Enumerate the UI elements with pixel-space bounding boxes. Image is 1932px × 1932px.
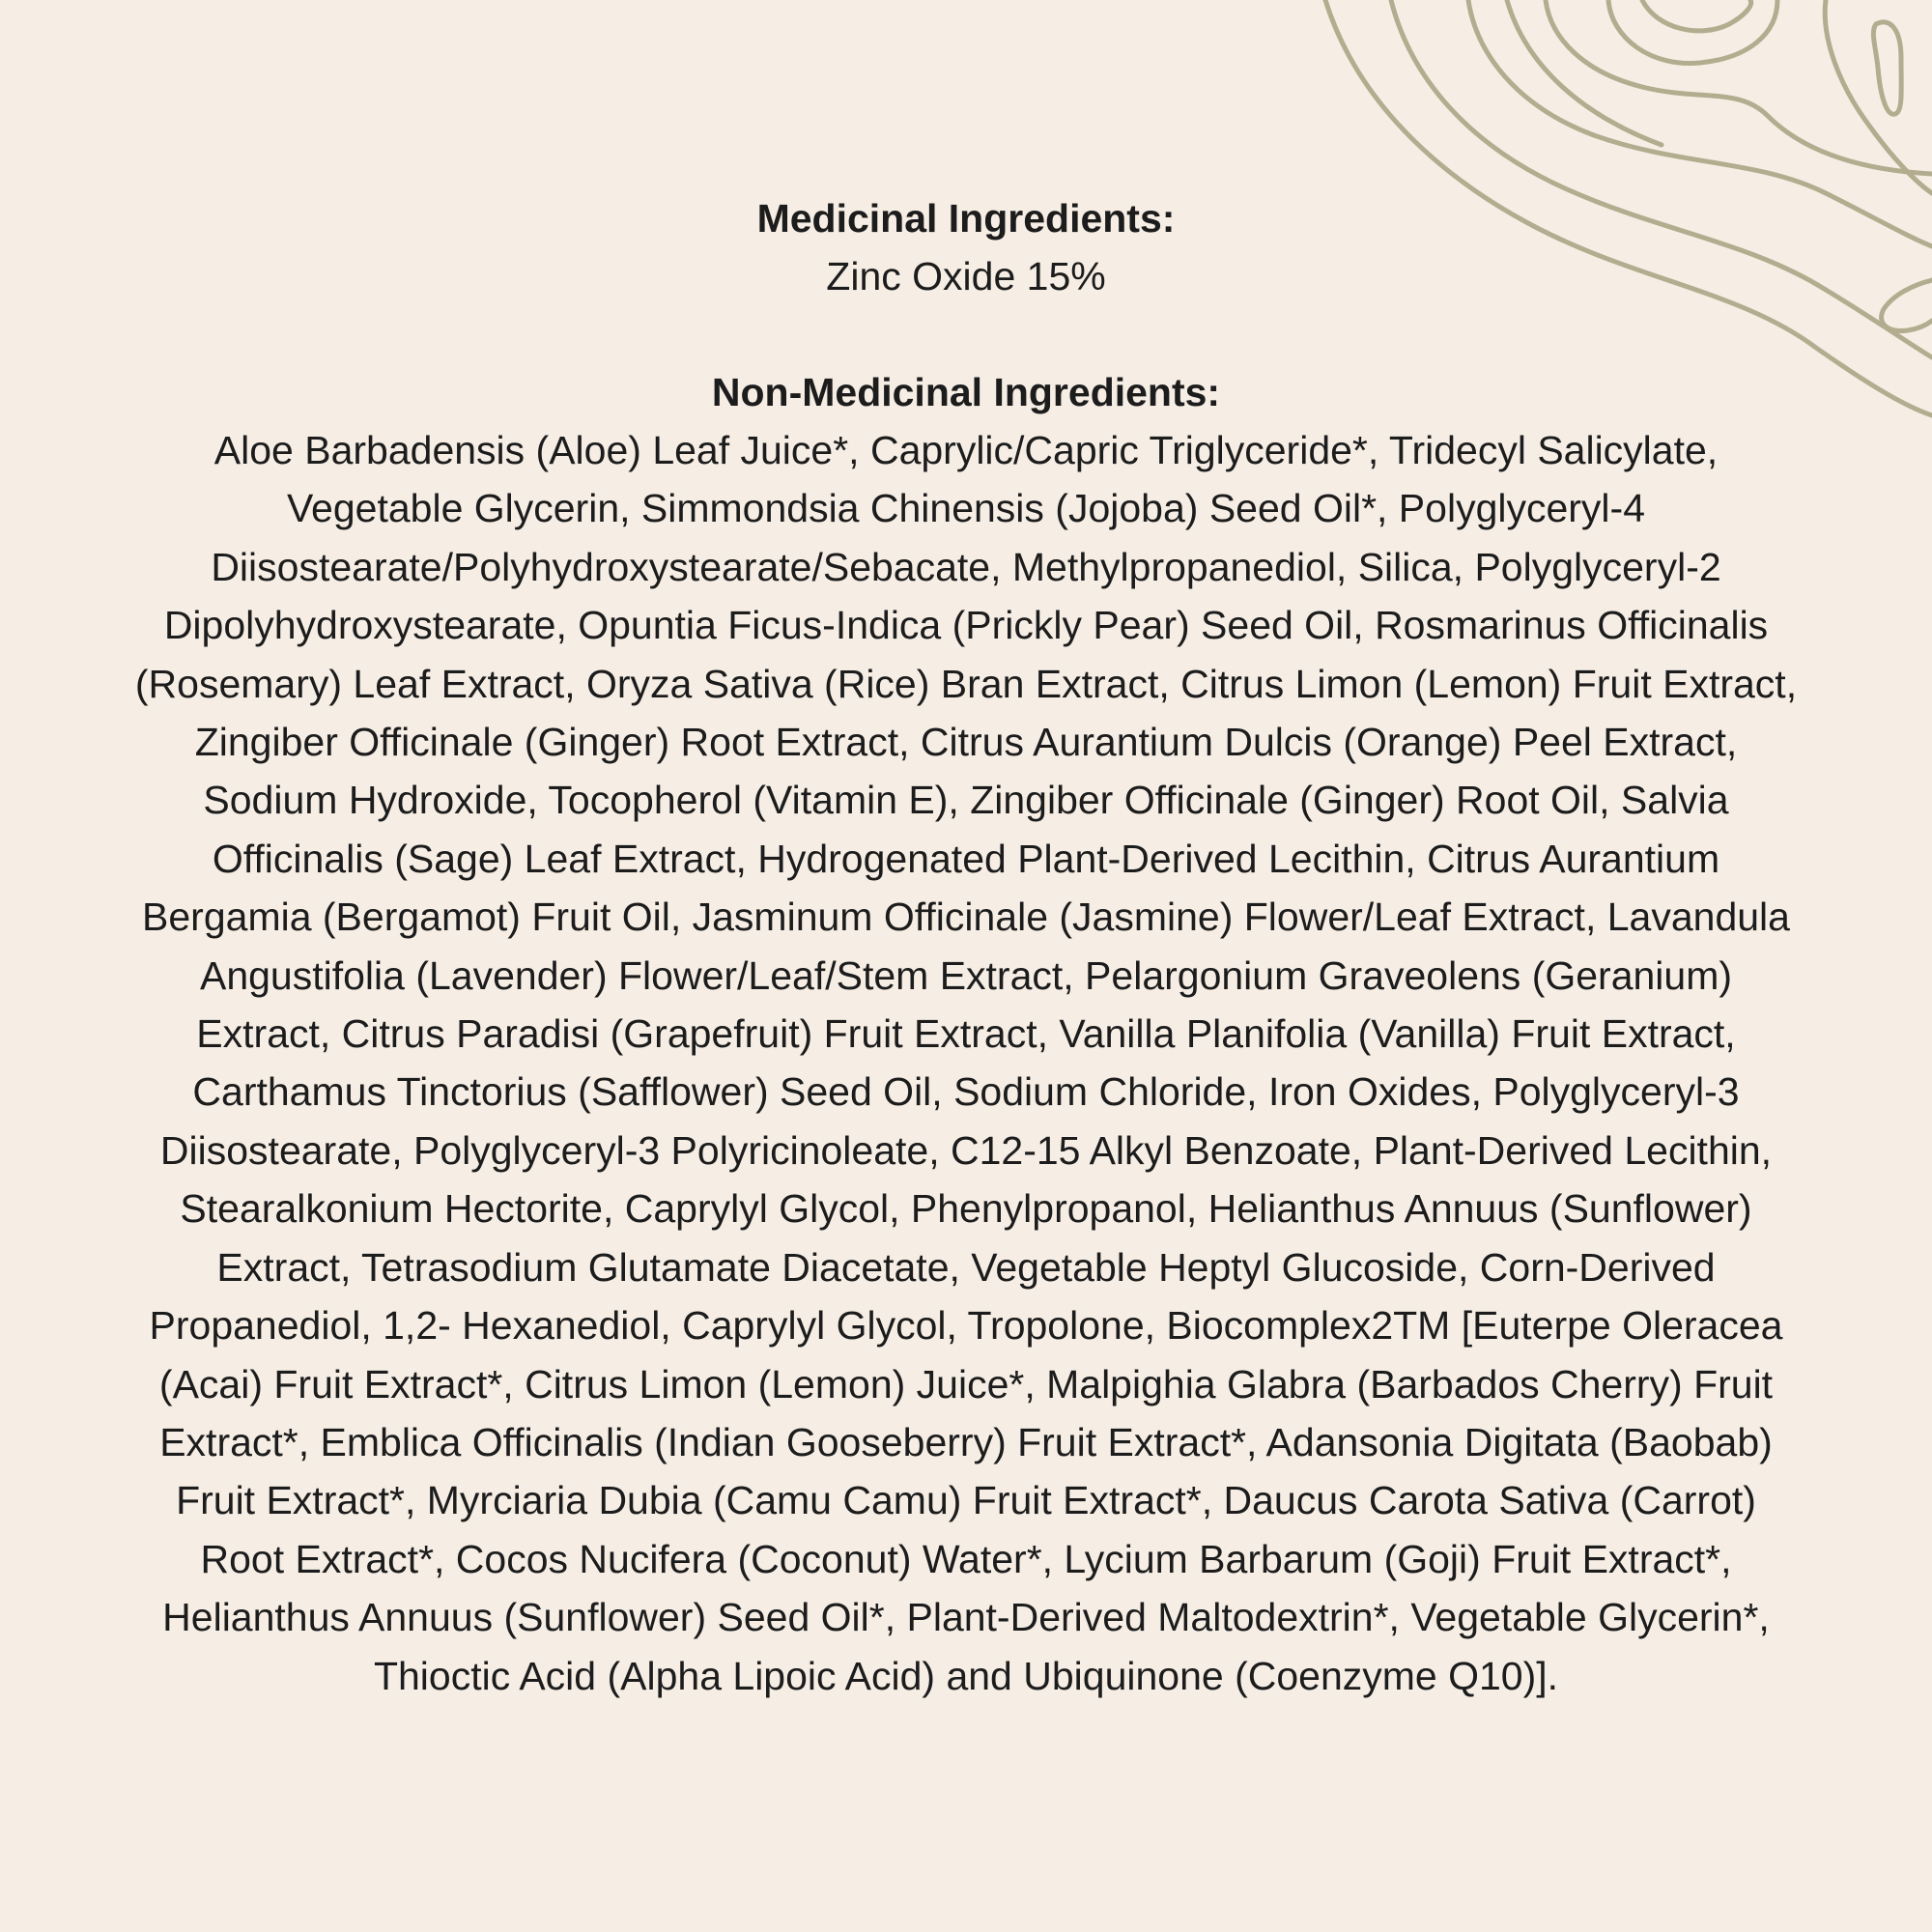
medicinal-ingredients-value: Zinc Oxide 15% [826,254,1106,298]
ingredient-line: Root Extract*, Cocos Nucifera (Coconut) Water*, Lycium Barbarum (Goji) Fruit Extract*, [200,1536,1732,1581]
non-medicinal-ingredients-heading: Non-Medicinal Ingredients: [711,370,1221,414]
ingredient-line: Angustifolia (Lavender) Flower/Leaf/Stem Extract, Pelargonium Graveolens (Geranium) [199,952,1733,998]
contour-line-7 [1507,0,1662,145]
contour-line-6 [1882,280,1932,331]
ingredient-line: Sodium Hydroxide, Tocopherol (Vitamin E), Zingiber Officinale (Ginger) Root Oil, Salvia [203,778,1729,823]
medicinal-ingredients-heading: Medicinal Ingredients: [756,196,1176,241]
ingredient-line: (Rosemary) Leaf Extract, Oryza Sativa (Rice) Bran Extract, Citrus Limon (Lemon) Fruit Extract, [134,661,1798,706]
ingredient-line: Diisostearate/Polyhydroxystearate/Sebacate, Methylpropanediol, Silica, Polyglyceryl-2 [211,544,1721,589]
ingredient-line: Propanediol, 1,2- Hexanediol, Caprylyl Glycol, Tropolone, Biocomplex2TM [Euterpe Oleracea [149,1303,1783,1349]
ingredient-line: Bergamia (Bergamot) Fruit Oil, Jasminum Officinale (Jasmine) Flower/Leaf Extract, Lavandula [142,895,1790,940]
section-spacer [58,305,1874,363]
ingredient-line: Vegetable Glycerin, Simmondsia Chinensis (Jojoba) Seed Oil*, Polyglyceryl-4 [286,486,1646,531]
ingredient-line: Extract, Citrus Paradisi (Grapefruit) Fruit Extract, Vanilla Planifolia (Vanilla) Fruit Extract, [196,1011,1736,1057]
ingredient-line: Fruit Extract*, Myrciaria Dubia (Camu Camu) Fruit Extract*, Daucus Carota Sativa (Carrot) [176,1478,1756,1523]
ingredient-line: Zingiber Officinale (Ginger) Root Extract, Citrus Aurantium Dulcis (Orange) Peel Extract, [194,720,1738,765]
ingredient-line: Extract*, Emblica Officinalis (Indian Gooseberry) Fruit Extract*, Adansonia Digitata (Baobab) [159,1419,1773,1464]
ingredients-panel [58,189,1874,1705]
ingredient-line: Carthamus Tinctorius (Safflower) Seed Oil, Sodium Chloride, Iron Oxides, Polyglyceryl-3 [192,1069,1740,1115]
ingredient-line: Diisostearate, Polyglyceryl-3 Polyricinoleate, C12-15 Alkyl Benzoate, Plant-Derived Lecithin, [159,1127,1773,1173]
ingredient-line: Thioctic Acid (Alpha Lipoic Acid) and Ubiquinone (Coenzyme Q10)]. [373,1653,1559,1698]
ingredient-line: Dipolyhydroxystearate, Opuntia Ficus-Indica (Prickly Pear) Seed Oil, Rosmarinus Officinalis [163,603,1769,648]
contour-line-4 [1546,0,1932,174]
non-medicinal-ingredients-list [58,421,1874,1705]
ingredient-line: (Acai) Fruit Extract*, Citrus Limon (Lemon) Juice*, Malpighia Glabra (Barbados Cherry) Fruit [158,1361,1774,1406]
contour-loop-mid [1608,0,1777,64]
contour-line-5 [1825,0,1932,193]
ingredient-line: Helianthus Annuus (Sunflower) Seed Oil*, Plant-Derived Maltodextrin*, Vegetable Glycerin*, [162,1595,1770,1640]
contour-loop-inner [1642,0,1751,31]
ingredient-line: Officinalis (Sage) Leaf Extract, Hydrogenated Plant-Derived Lecithin, Citrus Aurantium [212,836,1720,881]
contour-pill [1873,22,1901,114]
ingredient-line: Extract, Tetrasodium Glutamate Diacetate, Vegetable Heptyl Glucoside, Corn-Derived [216,1244,1716,1290]
ingredient-line: Stearalkonium Hectorite, Caprylyl Glycol, Phenylpropanol, Helianthus Annuus (Sunflower) [180,1186,1752,1232]
ingredient-line: Aloe Barbadensis (Aloe) Leaf Juice*, Caprylic/Capric Triglyceride*, Tridecyl Salicylate, [213,428,1719,472]
